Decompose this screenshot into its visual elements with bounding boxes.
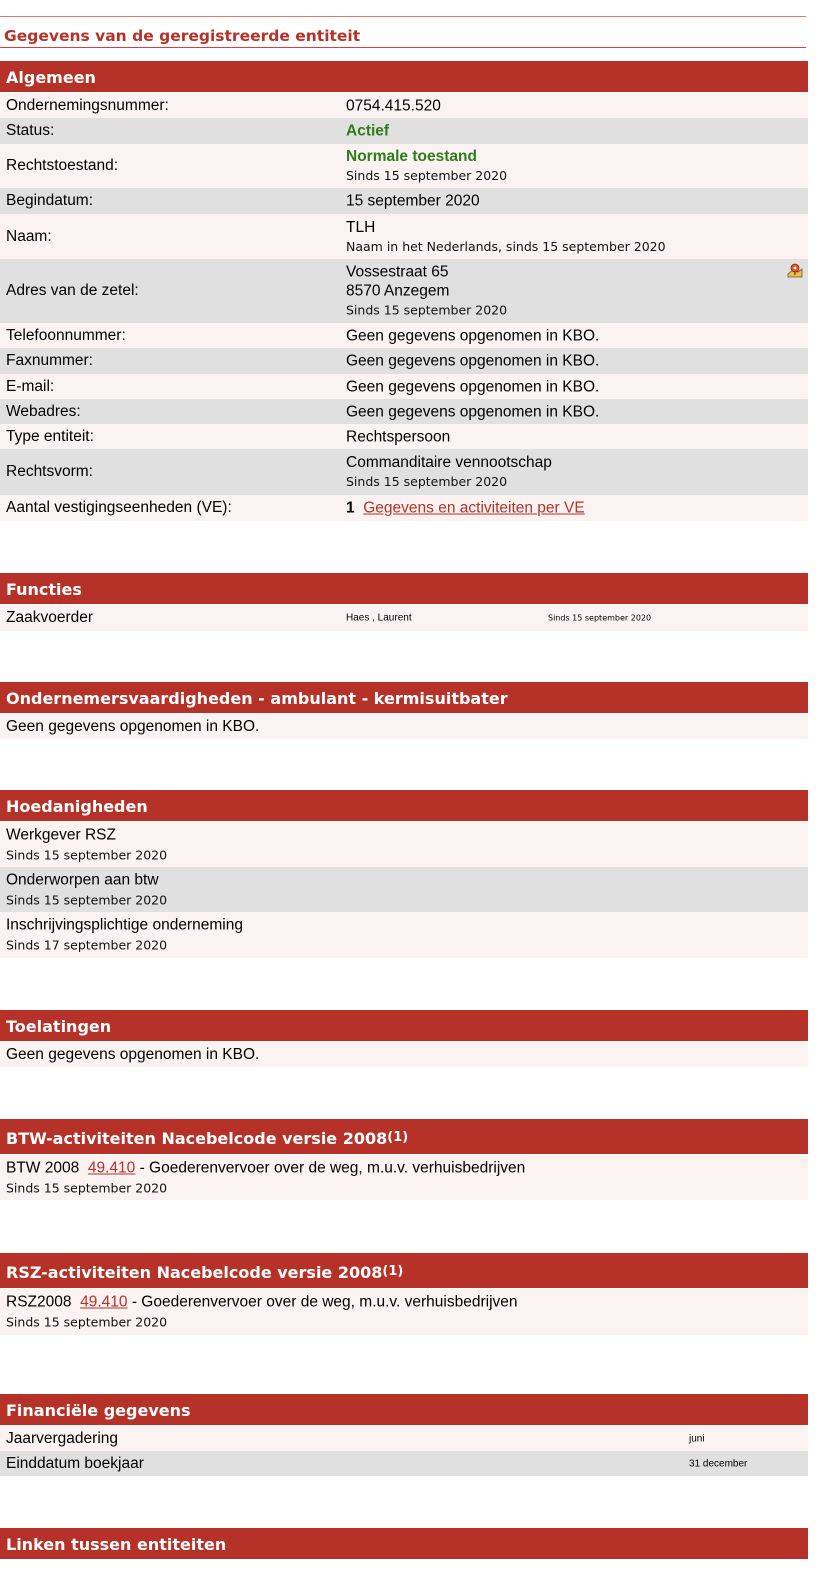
rechtsvorm-since: Sinds 15 september 2020 xyxy=(346,474,508,489)
label-webadres: Webadres: xyxy=(6,402,81,420)
label-type-entiteit: Type entiteit: xyxy=(6,427,94,445)
toelatingen-empty-text: Geen gegevens opgenomen in KBO. xyxy=(6,1045,260,1063)
section-heading-ondernemersvaardigheden: Ondernemersvaardigheden - ambulant - kermisuitbater xyxy=(0,682,808,714)
hoedanigheid-name: Inschrijvingsplichtige onderneming xyxy=(6,916,243,934)
row-vestigingseenheden xyxy=(0,495,808,521)
label-adres: Adres van de zetel: xyxy=(6,282,139,299)
section-ondernemersvaardigheden xyxy=(0,682,808,739)
rsz-prefix: RSZ2008 xyxy=(6,1293,72,1311)
value-webadres: Geen gegevens opgenomen in KBO. xyxy=(346,403,600,420)
hoedanigheid-name: Werkgever RSZ xyxy=(6,826,116,843)
section-hoedanigheden xyxy=(0,790,808,958)
row-adres xyxy=(0,259,808,323)
row-begindatum xyxy=(0,188,808,214)
row-ondernemingsnummer xyxy=(0,93,808,118)
rsz-activiteit xyxy=(6,1293,518,1332)
section-toelatingen xyxy=(0,1010,808,1067)
btw-since: Sinds 15 september 2020 xyxy=(6,1180,168,1195)
row-btw-activiteit xyxy=(0,1155,808,1200)
label-ondernemingsnummer: Ondernemingsnummer: xyxy=(6,96,169,114)
section-heading-btw xyxy=(0,1119,808,1155)
section-financiele-gegevens xyxy=(0,1394,808,1476)
hoedanigheid-since: Sinds 15 september 2020 xyxy=(6,847,168,862)
value-vestigingseenheden xyxy=(346,499,585,518)
value-adres xyxy=(346,263,507,320)
btw-title: BTW-activiteiten Nacebelcode versie 2008 xyxy=(6,1129,388,1148)
label-jaarvergadering: Jaarvergadering xyxy=(6,1429,119,1447)
row-telefoon xyxy=(0,323,808,348)
section-heading-linken: Linken tussen entiteiten xyxy=(0,1528,808,1560)
btw-description: - Goederenvervoer over de weg, m.u.v. verhuisbedrijven xyxy=(135,1159,526,1176)
btw-nace-code-link[interactable]: 49.410 xyxy=(87,1159,136,1176)
label-naam: Naam: xyxy=(6,227,52,245)
section-rsz-activiteiten xyxy=(0,1253,808,1335)
row-toelatingen-empty xyxy=(0,1042,808,1067)
row-jaarvergadering xyxy=(0,1426,808,1451)
adres-city: 8570 Anzegem xyxy=(346,282,450,300)
rechtsvorm-text: Commanditaire vennootschap xyxy=(346,454,552,471)
row-status xyxy=(0,118,808,144)
section-functies xyxy=(0,573,808,631)
value-type-entiteit: Rechtspersoon xyxy=(346,428,451,445)
adres-street: Vossestraat 65 xyxy=(346,263,449,281)
label-fax: Faxnummer: xyxy=(6,352,93,369)
row-webadres xyxy=(0,399,808,424)
label-rechtstoestand: Rechtstoestand: xyxy=(6,157,119,174)
value-fax: Geen gegevens opgenomen in KBO. xyxy=(346,352,600,370)
section-heading-functies: Functies xyxy=(0,573,808,605)
hoedanigheid-since: Sinds 17 september 2020 xyxy=(6,937,168,953)
row-type-entiteit xyxy=(0,424,808,449)
row-vaardigheden-empty xyxy=(0,714,808,739)
hoedanigheid xyxy=(6,916,243,955)
list-item xyxy=(0,867,808,912)
rsz-title: RSZ-activiteiten Nacebelcode versie 2008 xyxy=(6,1263,383,1282)
label-vestigingseenheden: Aantal vestigingseenheden (VE): xyxy=(6,499,232,516)
btw-prefix: BTW 2008 xyxy=(6,1159,80,1176)
row-naam xyxy=(0,214,808,259)
hoedanigheid-since: Sinds 15 september 2020 xyxy=(6,892,168,907)
hoedanigheid xyxy=(6,825,167,864)
label-status: Status: xyxy=(6,122,55,139)
value-einddatum-boekjaar: 31 december xyxy=(689,1458,748,1469)
rsz-nace-code-link[interactable]: 49.410 xyxy=(80,1293,128,1311)
section-heading-toelatingen: Toelatingen xyxy=(0,1010,808,1042)
list-item xyxy=(0,912,808,958)
btw-footnote: (1) xyxy=(387,1130,409,1145)
list-item xyxy=(0,822,808,867)
functie-role: Zaakvoerder xyxy=(6,609,94,626)
row-rechtsvorm xyxy=(0,449,808,495)
value-telefoon: Geen gegevens opgenomen in KBO. xyxy=(346,327,600,344)
section-heading-rsz xyxy=(0,1253,808,1289)
map-locator-icon[interactable] xyxy=(786,263,804,279)
value-ondernemingsnummer: 0754.415.520 xyxy=(346,97,441,114)
rsz-since: Sinds 15 september 2020 xyxy=(6,1314,168,1330)
label-begindatum: Begindatum: xyxy=(6,192,94,209)
functie-since: Sinds 15 september 2020 xyxy=(548,613,652,623)
rechtstoestand-status: Normale toestand xyxy=(346,148,477,165)
rechtstoestand-since: Sinds 15 september 2020 xyxy=(346,168,508,183)
section-algemeen xyxy=(0,61,808,521)
label-rechtsvorm: Rechtsvorm: xyxy=(6,463,93,480)
functie-person: Haes , Laurent xyxy=(346,612,412,624)
section-linken xyxy=(0,1528,808,1560)
section-btw-activiteiten xyxy=(0,1119,808,1200)
naam-text: TLH xyxy=(346,218,376,236)
row-email xyxy=(0,374,808,399)
rsz-description: - Goederenvervoer over de weg, m.u.v. verhuisbedrijven xyxy=(127,1293,518,1311)
value-begindatum: 15 september 2020 xyxy=(346,192,480,210)
naam-since: Naam in het Nederlands, sinds 15 september 2020 xyxy=(346,238,666,254)
hoedanigheid xyxy=(6,870,167,909)
section-heading-hoedanigheden: Hoedanigheden xyxy=(0,790,808,822)
value-jaarvergadering: juni xyxy=(689,1433,705,1444)
vestigingen-link[interactable]: Gegevens en activiteiten per VE xyxy=(363,499,585,517)
rsz-footnote: (1) xyxy=(382,1264,404,1279)
section-heading-financieel: Financiële gegevens xyxy=(0,1394,808,1426)
value-naam xyxy=(346,218,666,256)
hoedanigheid-name: Onderworpen aan btw xyxy=(6,871,159,888)
value-rechtsvorm xyxy=(346,453,552,491)
row-einddatum-boekjaar xyxy=(0,1451,808,1476)
btw-activiteit xyxy=(6,1158,525,1197)
adres-since: Sinds 15 september 2020 xyxy=(346,302,508,318)
label-einddatum-boekjaar: Einddatum boekjaar xyxy=(6,1454,144,1472)
vaardigheden-empty-text: Geen gegevens opgenomen in KBO. xyxy=(6,717,260,735)
page-title: Gegevens van de geregistreerde entiteit xyxy=(4,27,361,45)
section-heading-algemeen: Algemeen xyxy=(0,61,808,93)
value-email: Geen gegevens opgenomen in KBO. xyxy=(346,378,600,395)
page-title-bar xyxy=(0,16,806,48)
status-badge: Actief xyxy=(346,122,390,140)
row-functie xyxy=(0,605,808,631)
label-telefoon: Telefoonnummer: xyxy=(6,326,126,344)
vestigingen-count: 1 xyxy=(346,499,355,517)
row-rsz-activiteit xyxy=(0,1289,808,1335)
label-email: E-mail: xyxy=(6,377,55,395)
row-fax xyxy=(0,348,808,374)
value-rechtstoestand xyxy=(346,147,507,185)
row-rechtstoestand xyxy=(0,144,808,188)
